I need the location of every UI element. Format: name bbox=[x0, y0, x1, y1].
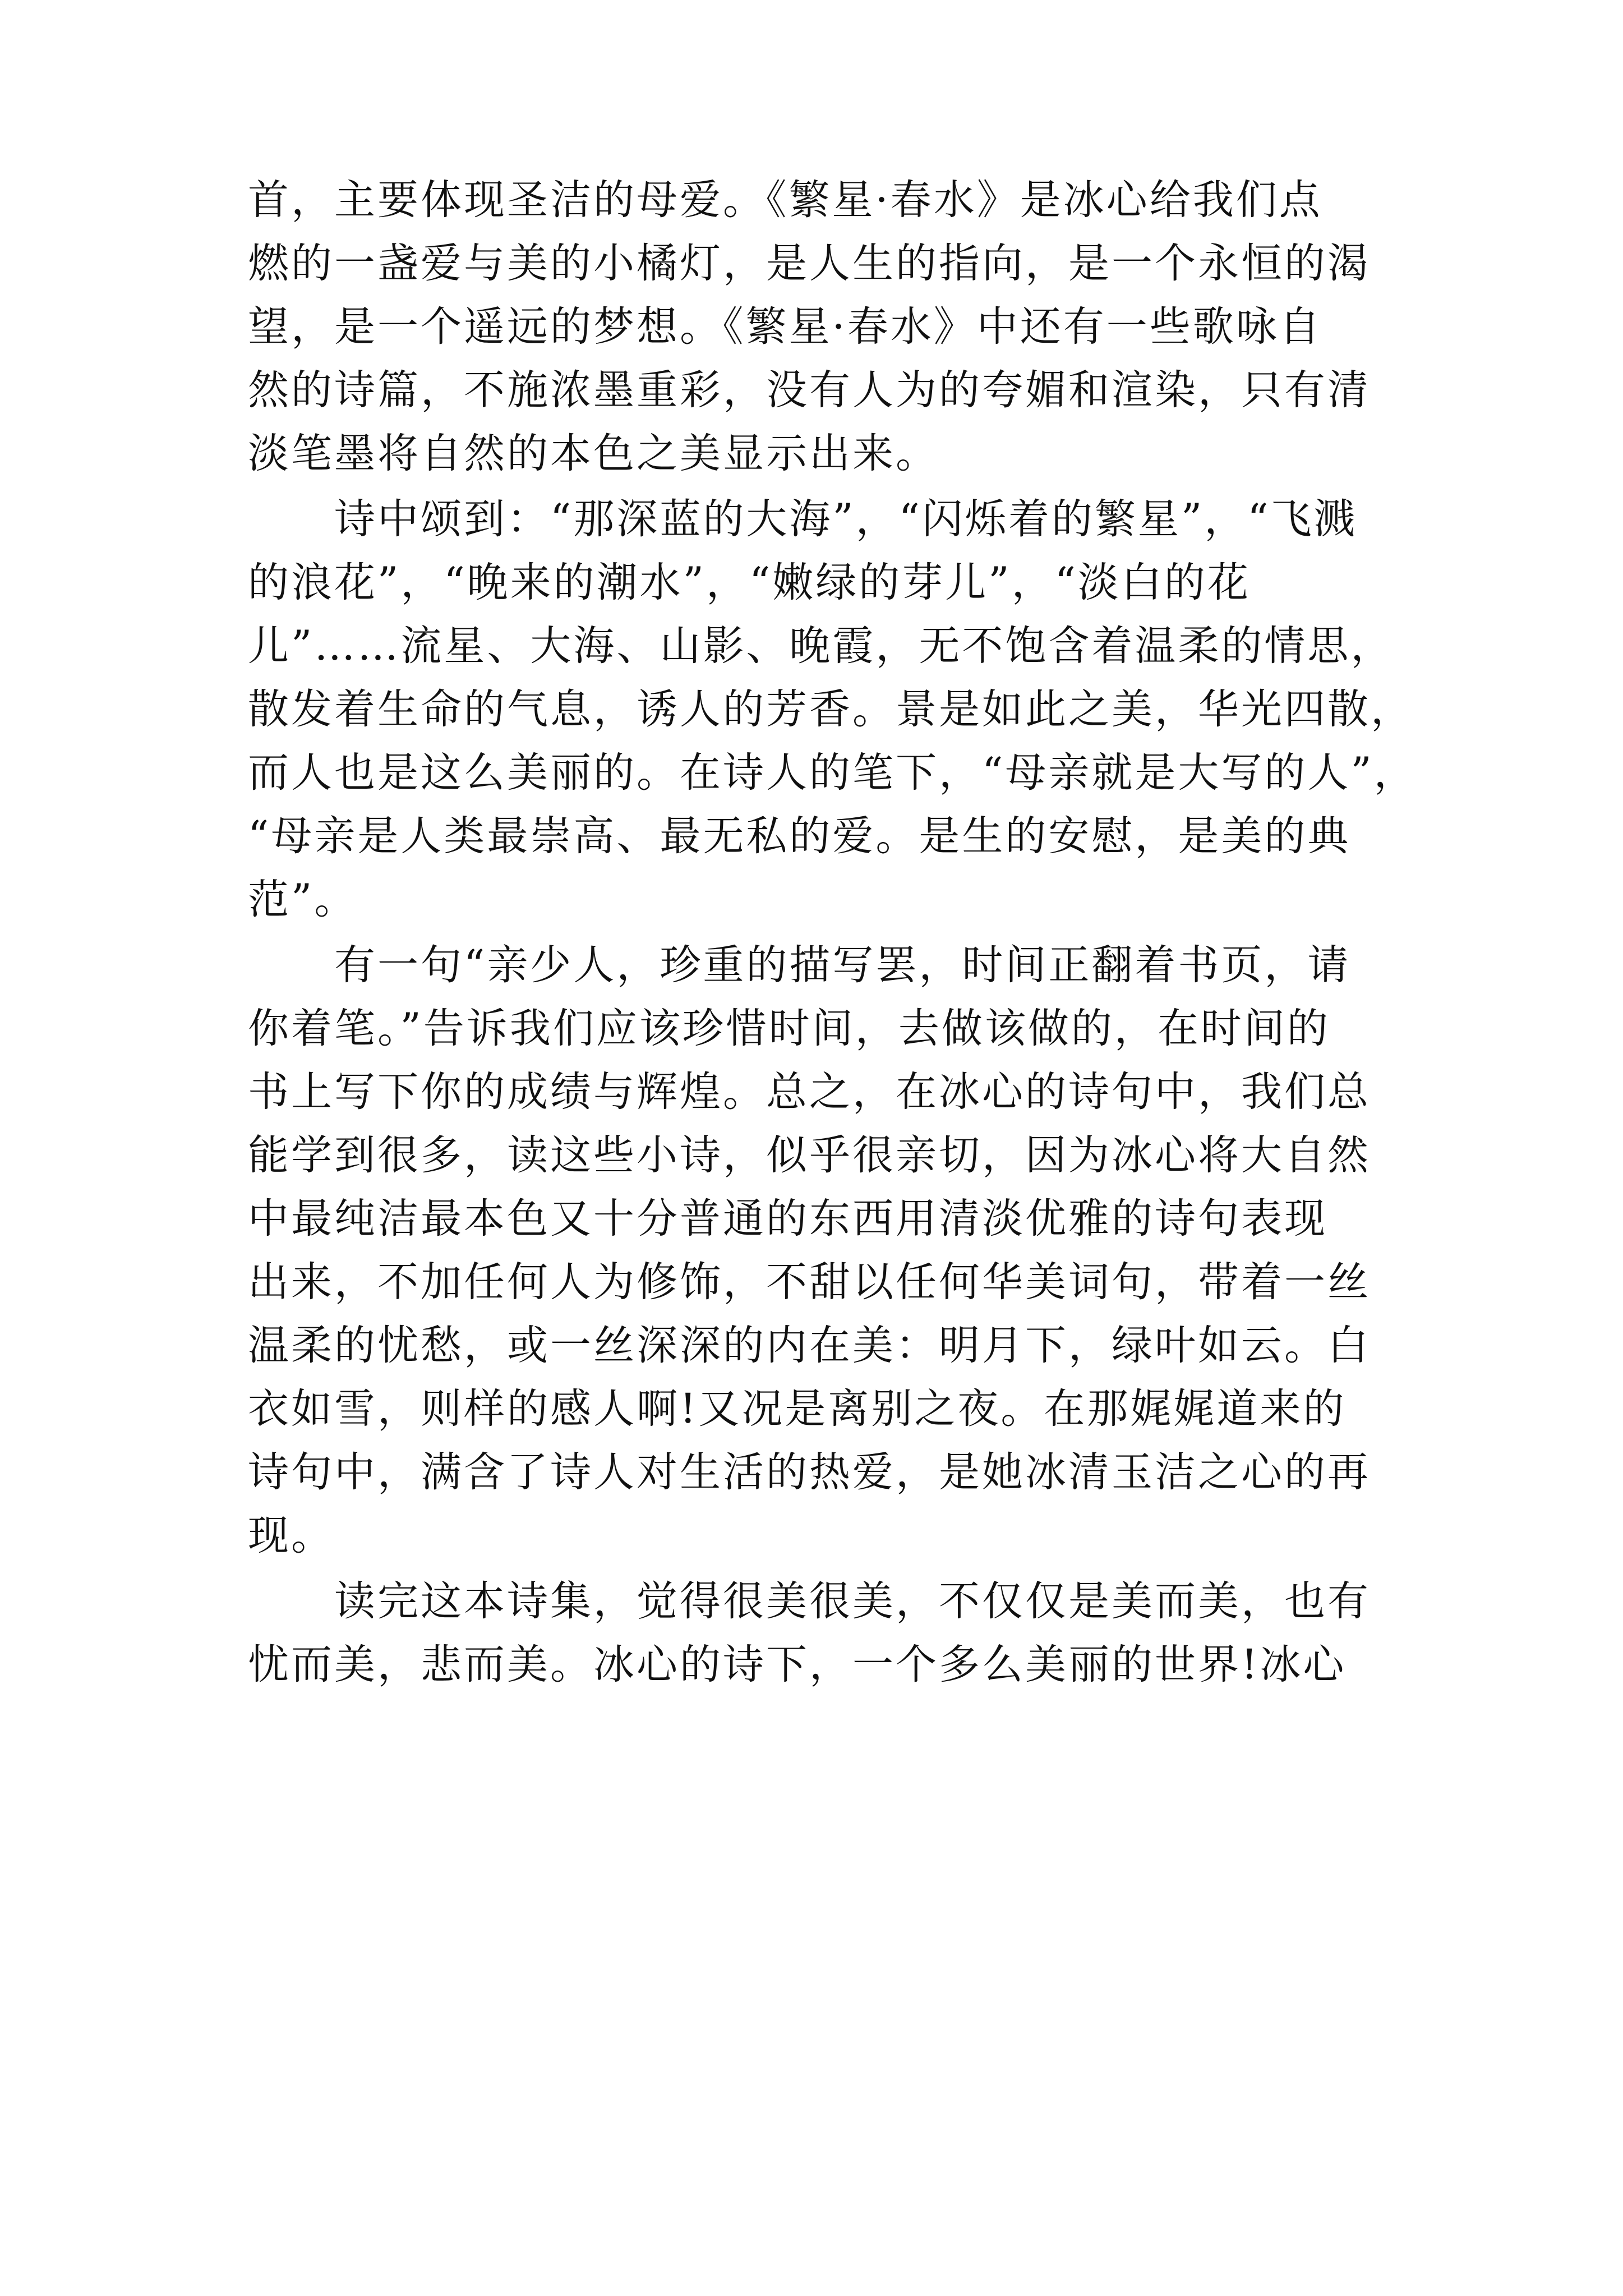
text-line: 能学到很多，读这些小诗，似乎很亲切，因为冰心将大自然 bbox=[248, 1131, 1371, 1179]
text-line: 淡笔墨将自然的本色之美显示出来。 bbox=[248, 430, 939, 477]
text-line: 首，主要体现圣洁的母爱。《繁星·春水》是冰心给我们点 bbox=[248, 176, 1322, 224]
text-line: 散发着生命的气息，诱人的芳香。景是如此之美，华光四散， bbox=[248, 685, 1414, 733]
paragraph bbox=[248, 933, 1392, 1567]
text-line: 中最纯洁最本色又十分普通的东西用清淡优雅的诗句表现 bbox=[248, 1195, 1327, 1243]
text-line: 衣如雪，则样的感人啊!又况是离别之夜。在那娓娓道来的 bbox=[248, 1385, 1347, 1433]
body-text bbox=[248, 168, 1417, 1699]
text-line: 的浪花”，“晚来的潮水”，“嫩绿的芽儿”，“淡白的花 bbox=[248, 559, 1251, 606]
text-line: 你着笔。”告诉我们应该珍惜时间，去做该做的，在时间的 bbox=[248, 1005, 1330, 1052]
text-line: 诗中颂到：“那深蓝的大海”，“闪烁着的繁星”，“飞溅 bbox=[248, 495, 1357, 543]
text-line: 有一句“亲少人，珍重的描写罢，时间正翻着书页，请 bbox=[248, 941, 1351, 989]
text-line: 然的诗篇，不施浓墨重彩，没有人为的夸媚和渲染，只有清 bbox=[248, 366, 1371, 414]
text-line: 温柔的忧愁，或一丝深深的内在美：明月下，绿叶如云。白 bbox=[248, 1322, 1371, 1369]
text-line: 读完这本诗集，觉得很美很美，不仅仅是美而美，也有 bbox=[248, 1577, 1371, 1625]
paragraph bbox=[248, 487, 1417, 931]
paragraph bbox=[248, 168, 1392, 485]
text-line: 书上写下你的成绩与辉煌。总之，在冰心的诗句中，我们总 bbox=[248, 1068, 1371, 1116]
text-line: 现。 bbox=[248, 1512, 334, 1559]
text-line: 而人也是这么美丽的。在诗人的笔下，“母亲就是大写的人”， bbox=[248, 749, 1417, 797]
text-line: 望，是一个遥远的梦想。《繁星·春水》中还有一些歌咏自 bbox=[248, 303, 1322, 351]
text-line: 忧而美，悲而美。冰心的诗下，一个多么美丽的世界!冰心 bbox=[248, 1641, 1347, 1688]
text-line: 燃的一盏爱与美的小橘灯，是人生的指向，是一个永恒的渴 bbox=[248, 240, 1371, 287]
text-line: 出来，不加任何人为修饰，不甜以任何华美词句，带着一丝 bbox=[248, 1258, 1371, 1306]
text-line: 儿”……流星、大海、山影、晚霞，无不饱含着温柔的情思， bbox=[248, 622, 1394, 670]
paragraph bbox=[248, 1570, 1392, 1696]
text-line: 诗句中，满含了诗人对生活的热爱，是她冰清玉洁之心的再 bbox=[248, 1448, 1371, 1496]
text-line: “母亲是人类最崇高、最无私的爱。是生的安慰，是美的典 bbox=[248, 812, 1351, 860]
text-line: 范”。 bbox=[248, 876, 358, 923]
